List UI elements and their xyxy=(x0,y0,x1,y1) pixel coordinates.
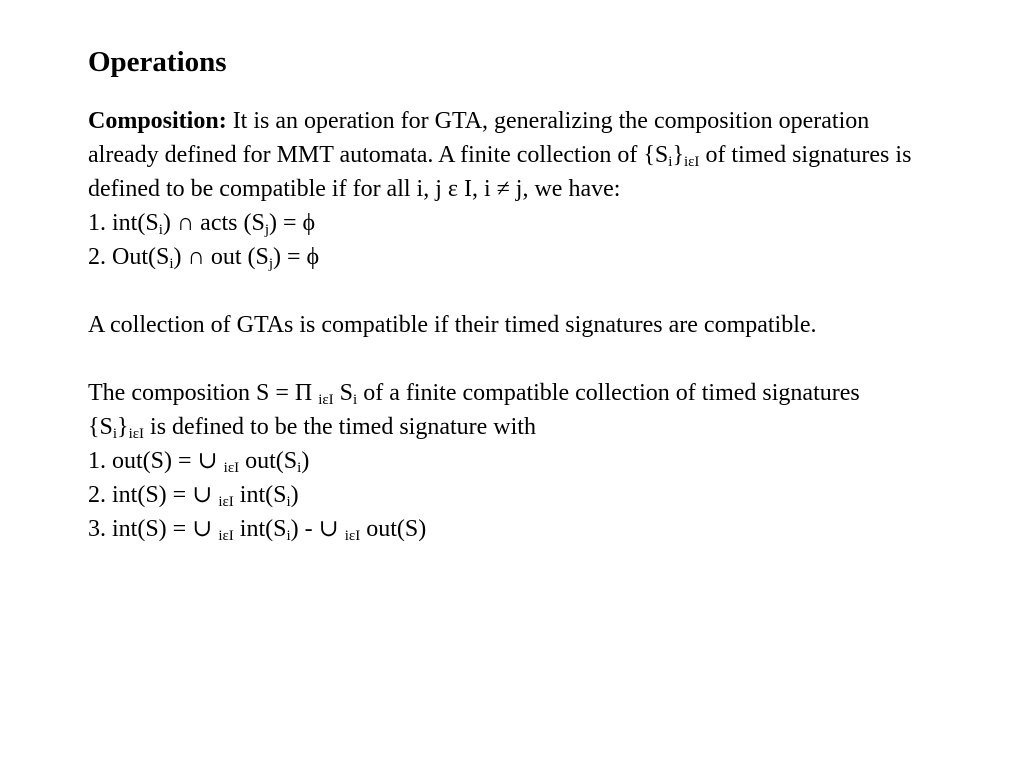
rule-text: 3. int(S) = ∪ xyxy=(88,516,219,542)
subscript: i xyxy=(286,528,291,544)
subscript: j xyxy=(268,256,274,272)
rule-3 xyxy=(88,512,918,546)
subscript: i xyxy=(297,460,302,476)
subscript: i xyxy=(286,494,291,510)
statement-text: S xyxy=(333,380,354,406)
composition-definition xyxy=(88,104,918,206)
paragraph-gap xyxy=(88,342,918,376)
rule-text: 2. int(S) = ∪ xyxy=(88,482,219,508)
condition-text: ) ∩ out (S xyxy=(173,244,269,270)
condition-text: ) = ϕ xyxy=(273,244,320,270)
subscript: i xyxy=(112,426,118,442)
rule-text: ) xyxy=(290,482,299,508)
rule-text: int(S xyxy=(233,516,287,542)
subscript: j xyxy=(264,222,270,238)
subscript: iεI xyxy=(683,154,700,170)
composition-label: Composition: xyxy=(88,108,227,134)
subscript: iεI xyxy=(128,426,145,442)
paragraph-gap xyxy=(88,274,918,308)
subscript: i xyxy=(353,392,358,408)
rule-text: out(S xyxy=(239,448,298,474)
rule-text: out(S) xyxy=(360,516,427,542)
rule-1 xyxy=(88,444,918,478)
condition-2 xyxy=(88,240,918,274)
subscript: i xyxy=(169,256,174,272)
subscript: i xyxy=(158,222,163,238)
definition-text: } xyxy=(672,142,684,168)
statement-text: is defined to be the timed signature with xyxy=(144,414,536,440)
composition-statement xyxy=(88,376,918,444)
condition-text: ) = ϕ xyxy=(269,210,316,236)
slide-content xyxy=(88,40,918,546)
slide-title: Operations xyxy=(88,46,227,78)
subscript: iεI xyxy=(218,528,234,544)
compatibility-statement: A collection of GTAs is compatible if their timed signatures are compatible. xyxy=(88,312,817,338)
condition-text: ) ∩ acts (S xyxy=(162,210,265,236)
subscript: iεI xyxy=(223,460,240,476)
definition-text: It is an operation for GTA, generalizing the composition operation already defined for MMT automata. A finite collection of {S xyxy=(88,108,870,168)
subscript: iεI xyxy=(344,528,361,544)
subscript: i xyxy=(668,154,673,170)
condition-text: 1. int(S xyxy=(88,210,159,236)
rule-text: ) - ∪ xyxy=(290,516,345,542)
statement-text: The composition S = Π xyxy=(88,380,319,406)
rule-text: int(S xyxy=(233,482,287,508)
subscript: iεI xyxy=(218,494,234,510)
condition-1 xyxy=(88,206,918,240)
rule-2 xyxy=(88,478,918,512)
condition-text: 2. Out(S xyxy=(88,244,170,270)
statement-text: of a finite compatible collection of timed signatures {S xyxy=(88,380,860,440)
definition-text: of timed signatures is defined to be compatible if for all i, j ε I, i ≠ j, we have: xyxy=(88,142,912,202)
rule-text: 1. out(S) = ∪ xyxy=(88,448,224,474)
statement-text: } xyxy=(117,414,129,440)
rule-text: ) xyxy=(301,448,310,474)
subscript: iεI xyxy=(318,392,334,408)
